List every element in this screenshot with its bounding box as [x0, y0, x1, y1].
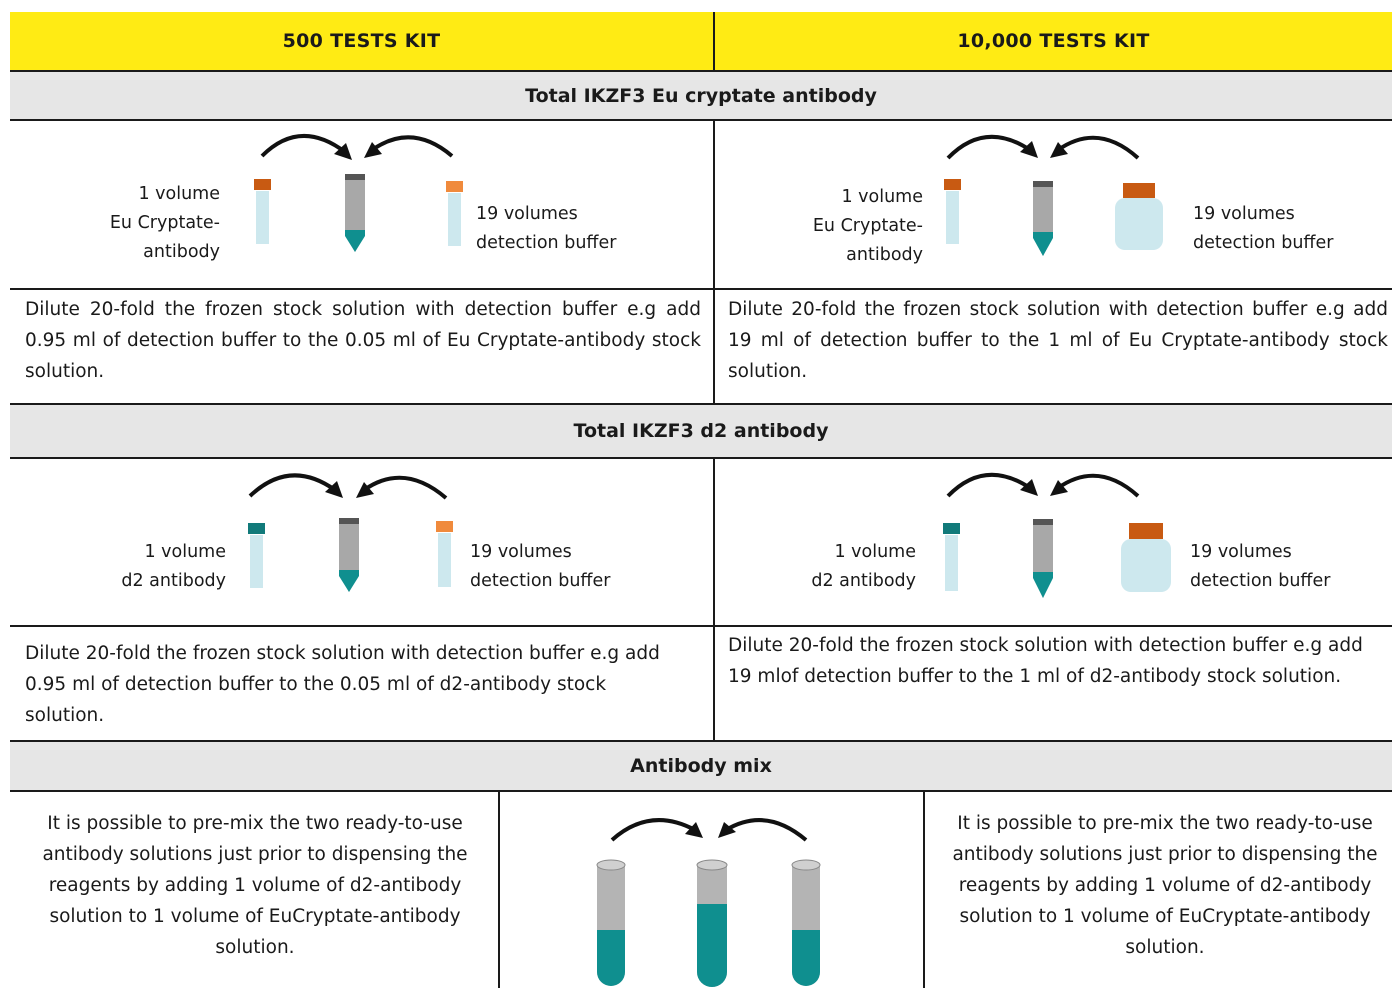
instruction-eu-right: Dilute 20-fold the frozen stock solution with detection buffer e.g add 19 ml of detection buffer to the 1 ml of Eu Cryptate-antibody stock solution. — [728, 299, 1388, 382]
instruction-d2-left: Dilute 20-fold the frozen stock solution with detection buffer e.g add 0.95 ml of detection buffer to the 0.05 ml of d2-antibody stock solution. — [25, 643, 660, 726]
header-left-label: 500 TESTS KIT — [282, 30, 441, 52]
mix-text-right: It is possible to pre-mix the two ready-to-use antibody solutions just prior to dispensing the reagents by adding 1 volume of d2-antibody solution to 1 volume of EuCryptate-antibody solution. — [952, 813, 1378, 958]
mix-text-left: It is possible to pre-mix the two ready-to-use antibody solutions just prior to dispensing the reagents by adding 1 volume of d2-antibody solution to 1 volume of EuCryptate-antibody solution. — [42, 813, 468, 958]
header-right-label: 10,000 TESTS KIT — [957, 30, 1150, 52]
label-d2-buffer-left: 19 volumes detection buffer — [470, 542, 611, 591]
label-d2-stock-right: 1 volume d2 antibody — [811, 542, 916, 591]
test-tube-icon — [597, 860, 625, 986]
label-eu-buffer-left: 19 volumes detection buffer — [476, 204, 617, 253]
label-eu-buffer-right: 19 volumes detection buffer — [1193, 204, 1334, 253]
instruction-eu-left: Dilute 20-fold the frozen stock solution with detection buffer e.g add 0.95 ml of detection buffer to the 0.05 ml of Eu Cryptate-antibody stock solution. — [25, 299, 701, 382]
instruction-d2-right: Dilute 20-fold the frozen stock solution with detection buffer e.g add 19 mlof detection buffer to the 1 ml of d2-antibody stock solution. — [728, 635, 1363, 687]
section-eu-title-text: Total IKZF3 Eu cryptate antibody — [525, 84, 877, 107]
section-mix-title-text: Antibody mix — [630, 755, 772, 777]
label-eu-stock-right: 1 volume Eu Cryptate- antibody — [812, 187, 923, 265]
curved-arrow-icon — [718, 820, 806, 840]
test-tube-icon — [697, 860, 727, 987]
label-eu-stock-left: 1 volume Eu Cryptate- antibody — [109, 184, 220, 262]
curved-arrow-icon — [612, 820, 703, 840]
section-d2-title-text: Total IKZF3 d2 antibody — [573, 420, 829, 442]
label-d2-buffer-right: 19 volumes detection buffer — [1190, 542, 1331, 591]
test-tube-icon — [792, 860, 820, 986]
label-d2-stock-left: 1 volume d2 antibody — [121, 542, 226, 591]
